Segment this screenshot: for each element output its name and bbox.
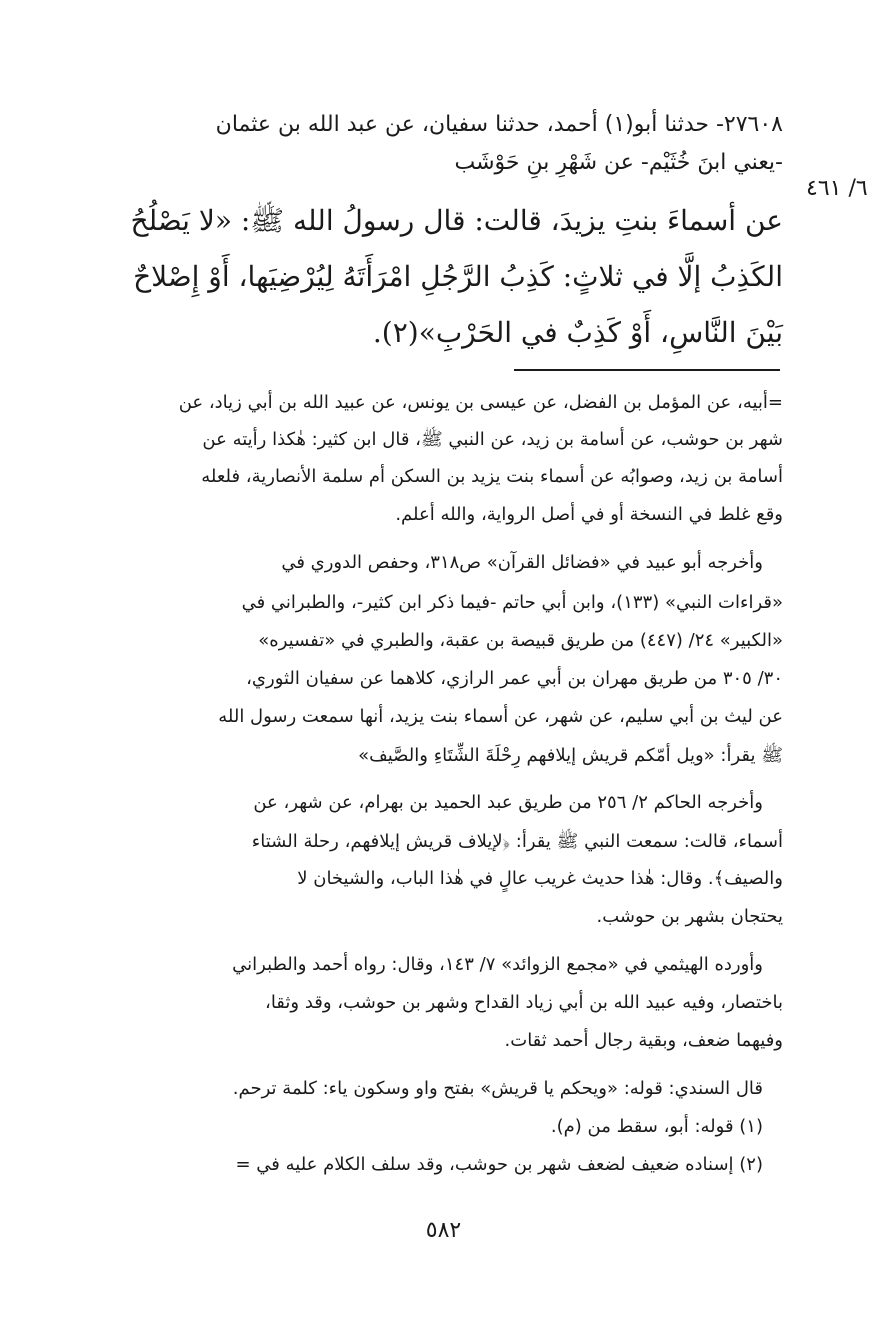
footnote-line: شهر بن حوشب، عن أسامة بن زيد، عن النبي ﷺ، قال ابن كثير: هٰكذا رأيته عن (202, 429, 783, 450)
volume-page-reference: ٦/ ٤٦١ (806, 176, 868, 201)
hadith-text-line-1: عن أسماءَ بنتِ يزيدَ، قالت: قال رسولُ الله ﷺ: «لا يَصْلُحُ (130, 204, 783, 237)
footnote-line: وقع غلط في النسخة أو في أصل الرواية، والله أعلم. (395, 504, 783, 525)
footnote-line: وأورده الهيثمي في «مجمع الزوائد» ٧/ ١٤٣، وقال: رواه أحمد والطبراني (232, 954, 763, 975)
footnote-line: =أبيه، عن المؤمل بن الفضل، عن عيسى بن يونس، عن عبيد الله بن أبي زياد، عن (178, 392, 783, 413)
footnote-line: أسامة بن زيد، وصوابُه عن أسماء بنت يزيد بن السكن أم سلمة الأنصارية، فلعله (201, 466, 783, 487)
footnote-line: (١) قوله: أبو، سقط من (م). (550, 1116, 763, 1137)
footnote-line: (٢) إسناده ضعيف لضعف شهر بن حوشب، وقد سلف الكلام عليه في = (235, 1154, 763, 1175)
hadith-text-line-2: الكَذِبُ إلَّا في ثلاثٍ: كَذِبُ الرَّجُلِ امْرَأَتَهُ لِيُرْضِيَها، أَوْ إِصْلاحٌ (133, 260, 783, 293)
footnote-separator (514, 369, 780, 371)
hadith-text-line-3: بَيْنَ النَّاسِ، أَوْ كَذِبٌ في الحَرْبِ»(٢). (372, 316, 783, 349)
footnote-line: وأخرجه أبو عبيد في «فضائل القرآن» ص٣١٨، وحفص الدوري في (281, 552, 763, 573)
footnote-line: وأخرجه الحاكم ٢/ ٢٥٦ من طريق عبد الحميد بن بهرام، عن شهر، عن (253, 792, 763, 813)
isnad-line-1: ٢٧٦٠٨- حدثنا أبو(١) أحمد، حدثنا سفيان، عن عبد الله بن عثمان (215, 112, 783, 137)
footnote-line: قال السندي: قوله: «ويحكم يا قريش» بفتح واو وسكون ياء: كلمة ترحم. (232, 1078, 763, 1099)
footnote-line: عن ليث بن أبي سليم، عن شهر، عن أسماء بنت يزيد، أنها سمعت رسول الله (218, 706, 783, 727)
footnote-line: ﷺ يقرأ: «ويل أمّكم قريش إيلافهم رِحْلَةَ الشِّتَاءِ والصَّيف» (358, 745, 783, 766)
footnote-line: أسماء، قالت: سمعت النبي ﷺ يقرأ: ﴿لإيلاف قريش إيلافهم، رحلة الشتاء (251, 831, 783, 852)
footnote-line: والصيف﴾. وقال: هٰذا حديث غريب عالٍ في هٰذا الباب، والشيخان لا (297, 868, 783, 889)
footnote-line: «الكبير» ٢٤/ (٤٤٧) من طريق قبيصة بن عقبة، والطبري في «تفسيره» (258, 630, 783, 651)
footnote-line: باختصار، وفيه عبيد الله بن أبي زياد القداح وشهر بن حوشب، وقد وثقا، (265, 992, 783, 1013)
isnad-line-2: -يعني ابنَ خُثَيْم- عن شَهْرِ بنِ حَوْشَب (454, 150, 783, 175)
footnote-line: يحتجان بشهر بن حوشب. (596, 906, 783, 927)
footnote-line: ٣٠/ ٣٠٥ من طريق مهران بن أبي عمر الرازي، كلاهما عن سفيان الثوري، (246, 668, 783, 689)
footnote-line: «قراءات النبي» (١٣٣)، وابن أبي حاتم -فيما ذكر ابن كثير-، والطبراني في (241, 592, 783, 613)
page-number: ٥٨٢ (425, 1218, 462, 1243)
footnote-line: وفيهما ضعف، وبقية رجال أحمد ثقات. (504, 1030, 783, 1051)
